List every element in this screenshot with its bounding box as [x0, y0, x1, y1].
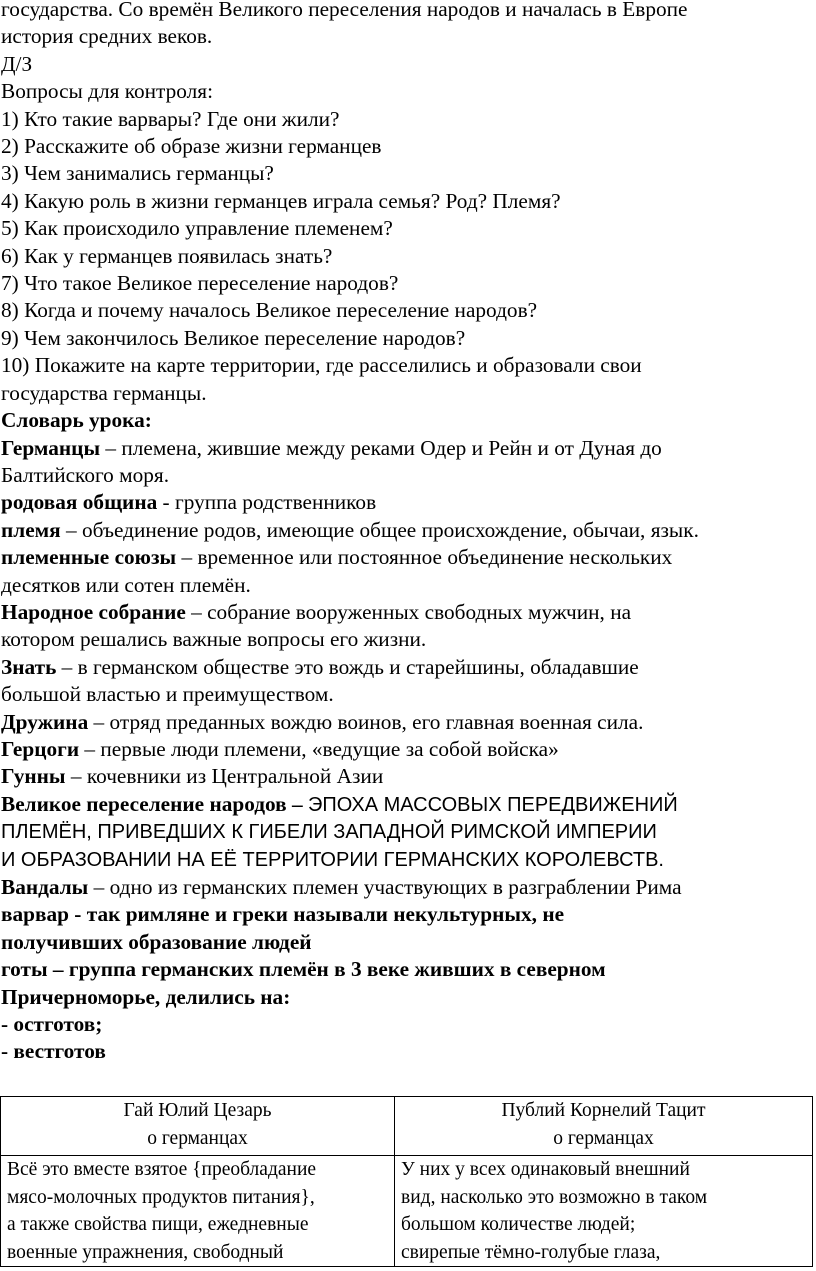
intro-line-1: государства. Со времён Великого переселения народов и началась в Европе	[1, 0, 688, 21]
goths-subgroup-visigoths: - вестготов	[1, 1039, 106, 1064]
glossary-definition: – собрание вооруженных свободных мужчин, на	[185, 599, 632, 624]
question-item: 8) Когда и почему началось Великое переселение народов?	[1, 298, 538, 323]
glossary-term: Великое переселение народов –	[1, 791, 308, 816]
goths-subgroup-ostrogoths: - остготов;	[1, 1012, 103, 1037]
cell-line: большом количестве людей;	[401, 1214, 636, 1236]
glossary-definition: – одно из германских племен участвующих в разграблении Рима	[88, 875, 682, 899]
cell-line: Всё это вместе взятое {преобладание	[7, 1159, 317, 1180]
question-item: 5) Как происходило управление племенем?	[1, 216, 393, 241]
question-item: 6) Как у германцев появилась знать?	[1, 243, 333, 268]
table-header-caesar	[1, 1097, 395, 1156]
glossary-definition: ЭПОХА МАССОВЫХ ПЕРЕДВИЖЕНИЙ	[307, 793, 678, 816]
comparison-table	[0, 1096, 813, 1267]
glossary-definition: – объединение родов, имеющие общее происхождение, обычаи, язык.	[60, 517, 699, 542]
question-item: 1) Кто такие варвары? Где они жили?	[1, 106, 340, 131]
glossary-entry-retinue	[0, 709, 816, 736]
homework-label: Д/З	[1, 51, 33, 76]
glossary-entry-clan	[0, 489, 816, 516]
glossary-definition: – первые люди племени, «ведущие за собой войска»	[79, 736, 559, 761]
cell-line: свирепые тёмно-голубые глаза,	[401, 1241, 661, 1263]
question-item-continued: государства германцы.	[1, 380, 207, 405]
glossary-heading: Словарь урока:	[1, 408, 152, 433]
glossary-entry-assembly	[0, 599, 816, 626]
glossary-term: Народное собрание	[1, 599, 186, 624]
glossary-definition: – в германском обществе это вождь и старейшины, обладавшие	[56, 654, 639, 679]
table-header-row	[1, 1097, 813, 1156]
cell-line: а также свойства пищи, ежедневные	[7, 1214, 309, 1236]
glossary-entry-tribe	[0, 517, 816, 544]
cell-line: вид, насколько это возможно в таком	[401, 1186, 708, 1208]
glossary-definition-cont: Балтийского моря.	[1, 462, 170, 487]
glossary-definition-cont: ПЛЕМЁН, ПРИВЕДШИХ К ГИБЕЛИ ЗАПАДНОЙ РИМСКОЙ ИМПЕРИИ	[1, 821, 657, 844]
glossary-entry-barbarian: варвар - так римляне и греки называли некультурных, не	[1, 902, 565, 927]
glossary-term: Вандалы	[1, 875, 89, 899]
glossary-entry-huns	[0, 763, 816, 790]
glossary-entry-nobility	[0, 654, 816, 681]
question-item: 4) Какую роль в жизни германцев играла семья? Род? Племя?	[1, 188, 561, 213]
cell-line: У них у всех одинаковый внешний	[401, 1159, 690, 1180]
glossary-entry-germans	[0, 435, 816, 462]
glossary-entry-migration	[0, 791, 816, 819]
cell-line: мясо-молочных продуктов питания},	[7, 1186, 315, 1208]
table-cell-tacitus	[395, 1156, 813, 1267]
glossary-term: племя	[1, 517, 61, 542]
question-item: 10) Покажите на карте территории, где расселились и образовали свои	[1, 353, 642, 378]
header-line: о германцах	[147, 1127, 248, 1149]
glossary-term: Германцы	[1, 435, 101, 460]
glossary-term: Знать	[1, 654, 57, 679]
glossary-definition-cont: большой властью и преимуществом.	[1, 682, 334, 707]
glossary-term: Дружина	[1, 709, 89, 734]
glossary-definition-cont: котором решались важные вопросы его жизни.	[1, 627, 427, 652]
glossary-term: Герцоги	[1, 736, 80, 761]
glossary-definition: – племена, жившие между реками Одер и Рейн и от Дуная до	[100, 435, 662, 460]
glossary-definition-cont: И ОБРАЗОВАНИИ НА ЕЁ ТЕРРИТОРИИ ГЕРМАНСКИХ КОРОЛЕВСТВ.	[1, 848, 664, 871]
table-header-tacitus	[395, 1097, 813, 1156]
question-item: 3) Чем занимались германцы?	[1, 161, 274, 186]
glossary-term: племенные союзы	[1, 545, 177, 570]
glossary-term: родовая община	[1, 490, 158, 515]
glossary-definition: – кочевники из Центральной Азии	[65, 764, 384, 789]
glossary-entry-vandals	[0, 874, 816, 901]
cell-line: военные упражнения, свободный	[7, 1241, 284, 1263]
glossary-entry-goths: готы – группа германских племён в 3 веке живших в северном	[1, 957, 606, 982]
glossary-entry-dukes	[0, 736, 816, 763]
table-row	[1, 1156, 813, 1267]
glossary-definition: – временное или постоянное объединение нескольких	[176, 545, 673, 570]
question-item: 7) Что такое Великое переселение народов?	[1, 271, 399, 296]
glossary-term: Гунны	[1, 764, 66, 789]
questions-heading: Вопросы для контроля:	[1, 79, 213, 104]
question-item: 2) Расскажите об образе жизни германцев	[1, 134, 382, 159]
glossary-definition-cont: получивших образование людей	[1, 929, 312, 954]
header-line: Гай Юлий Цезарь	[123, 1100, 272, 1121]
intro-line-2: история средних веков.	[1, 24, 213, 49]
header-line: о германцах	[553, 1127, 654, 1149]
header-line: Публий Корнелий Тацит	[501, 1100, 706, 1121]
glossary-definition-cont: десятков или сотен племён.	[1, 572, 251, 597]
glossary-entry-unions	[0, 544, 816, 571]
glossary-definition-cont: Причерноморье, делились на:	[1, 984, 291, 1009]
question-item: 9) Чем закончилось Великое переселение народов?	[1, 325, 466, 350]
glossary-definition: – отряд преданных вождю воинов, его главная военная сила.	[88, 709, 644, 734]
glossary-definition: - группа родственников	[157, 490, 377, 515]
table-cell-caesar	[1, 1156, 395, 1267]
